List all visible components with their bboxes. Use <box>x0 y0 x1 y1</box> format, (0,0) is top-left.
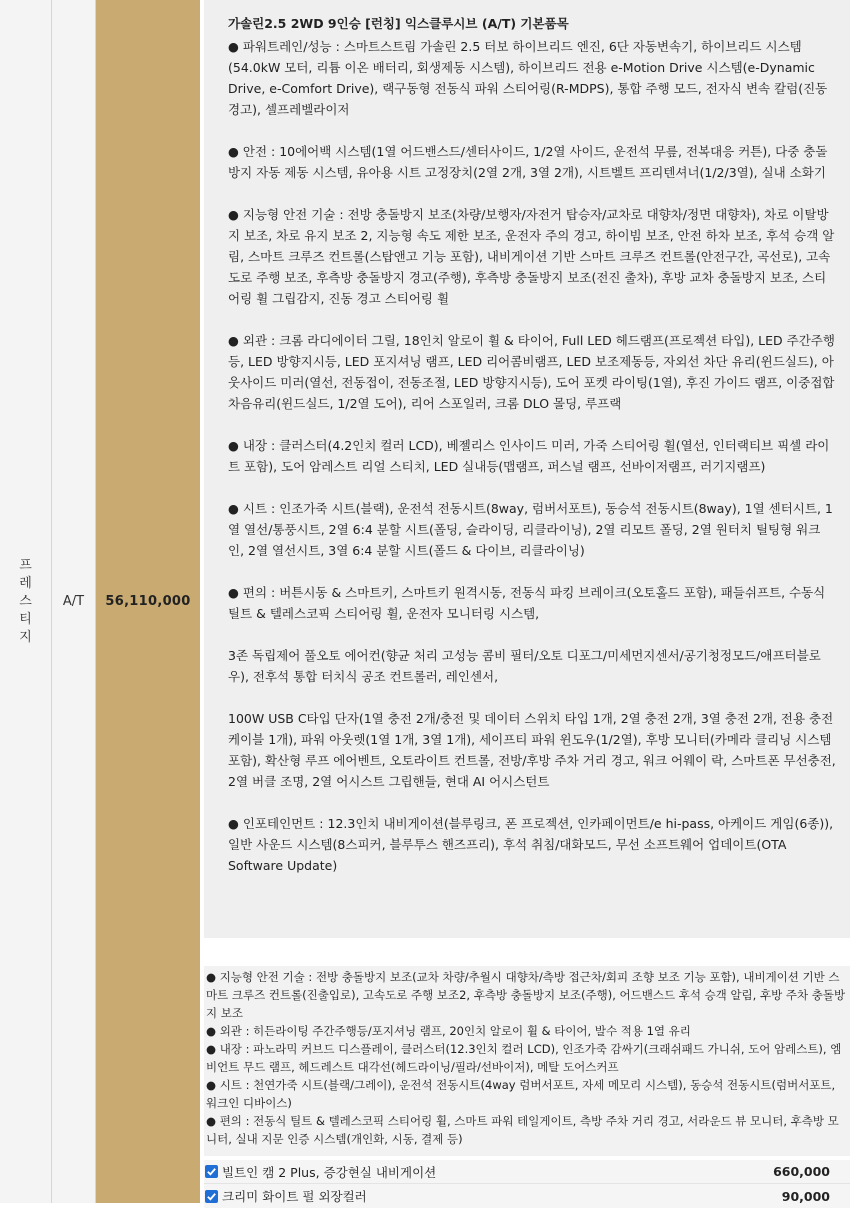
feature-paragraph-usb: 100W USB C타입 단자(1열 충전 2개/충전 및 데이터 스위치 타입 1개, 2열 충전 2개, 3열 충전 2개, 전용 충전 케이블 1개), 파워 아웃렛(1열 1개, 3열 1개), 세이프티 파워 윈도우(1/2열), 후방 모니터(카메라 클리닝 시스템 포함), 확산형 루프 에어벤트, 오토라이트 컨트롤, 전방/후방 주차 거리 경고, 워크 어웨이 락, 스마트폰 무선충전, 2열 버클 조명, 2열 어시스트 그립핸들, 현대 AI 어시스턴트 <box>228 711 836 789</box>
feature-paragraph-seats: ● 시트 : 인조가죽 시트(블랙), 운전석 전동시트(8way, 럼버서포트), 동승석 전동시트(8way), 1열 센터시트, 1열 열선/통풍시트, 2열 6:4 분할 시트(폴딩, 슬라이딩, 리클라이닝), 2열 리모트 폴딩, 2열 원터치 틸팅형 워크인, 2열 열선시트, 3열 6:4 분할 시트(폴드 & 다이브, 리클라이닝) <box>228 501 833 558</box>
trim-name: 프레스티지 <box>19 557 32 645</box>
feature-paragraph-powertrain: ● 파워트레인/성능 : 스마트스트림 가솔린 2.5 터보 하이브리드 엔진, 6단 자동변속기, 하이브리드 시스템(54.0kW 모터, 리튬 이온 배터리, 회생제동 시스템), 하이브리드 전용 e-Motion Drive 시스템(e-Dynamic Drive, e-Comfort Drive), 랙구동형 전동식 파워 스티어링(R-MDPS), 통합 주행 모드, 전자식 변속 칼럼(진동 경고), 셀프레벨라이저 <box>228 39 828 117</box>
option-choice-row[interactable] <box>204 1160 850 1184</box>
base-price: 56,110,000 <box>105 594 191 609</box>
checkmark-icon <box>206 1191 217 1202</box>
basic-features-title: 가솔린2.5 2WD 9인승 [런칭] 익스클루시브 (A/T) 기본품목 <box>228 16 569 31</box>
checkmark-icon <box>206 1166 217 1177</box>
feature-paragraph-safety: ● 안전 : 10에어백 시스템(1열 어드밴스드/센터사이드, 1/2열 사이드, 운전석 무릎, 전복대응 커튼), 다중 충돌방지 자동 제동 시스템, 유아용 시트 고정장치(2열 2개, 3열 2개), 시트벨트 프리텐셔너(1/2/3열), 실내 소화기 <box>228 144 828 180</box>
option-choice-label: 크리미 화이트 펄 외장컬러 <box>222 1189 367 1204</box>
feature-paragraph-climate: 3존 독립제어 풀오토 에어컨(향균 처리 고성능 콤비 필터/오토 디포그/미세먼지센서/공기청정모드/애프터블로우), 전후석 통합 터치식 공조 컨트롤러, 레인센서, <box>228 648 821 684</box>
feature-paragraph-adas: ● 지능형 안전 기술 : 전방 충돌방지 보조(차량/보행자/자전거 탑승자/교차로 대향차/정면 대향차), 차로 이탈방지 보조, 차로 유지 보조 2, 지능형 속도 제한 보조, 운전자 주의 경고, 하이빔 보조, 안전 하차 보조, 후석 승객 알림, 스마트 크루즈 컨트롤(스탑앤고 기능 포함), 내비게이션 기반 스마트 크루즈 컨트롤(안전구간, 곡선로), 고속도로 주행 보조, 후측방 충돌방지 경고(주행), 후측방 충돌방지 보조(전진 출차), 후방 교차 충돌방지 보조, 스티어링 휠 그립감지, 진동 경고 스티어링 휠 <box>228 207 835 306</box>
option-item-exterior: ● 외관 : 히든라이팅 주간주행등/포지셔닝 램프, 20인치 알로이 휠 & 타이어, 발수 적용 1열 유리 <box>206 1024 691 1038</box>
feature-paragraph-convenience: ● 편의 : 버튼시동 & 스마트키, 스마트키 원격시동, 전동식 파킹 브레이크(오토홀드 포함), 패들쉬프트, 수동식 틸트 & 텔레스코픽 스티어링 휠, 운전자 모니터링 시스템, <box>228 585 826 621</box>
option-checkbox[interactable] <box>205 1165 218 1178</box>
trim-cell <box>0 0 52 1203</box>
feature-paragraph-interior: ● 내장 : 클러스터(4.2인치 컬러 LCD), 베젤리스 인사이드 미러, 가죽 스티어링 휠(열선, 인터랙티브 픽셀 라이트 포함), 도어 암레스트 리얼 스티치, LED 실내등(맵램프, 퍼스널 램프, 선바이저램프, 러기지램프) <box>228 438 830 474</box>
option-choice-label: 빌트인 캠 2 Plus, 증강현실 내비게이션 <box>222 1164 437 1180</box>
basic-features-box <box>204 0 850 938</box>
option-item-adas: ● 지능형 안전 기술 : 전방 충돌방지 보조(교차 차량/추월시 대향차/측방 접근차/회피 조향 보조 기능 포함), 내비게이션 기반 스마트 크루즈 컨트롤(진출입로), 고속도로 주행 보조2, 후측방 충돌방지 보조(주행), 어드밴스드 후석 승객 알림, 후방 주차 충돌방지 보조 <box>206 970 846 1020</box>
transmission-value: A/T <box>62 594 85 609</box>
option-choice-price: 660,000 <box>773 1164 830 1179</box>
option-features-box <box>204 966 850 1156</box>
option-item-convenience: ● 편의 : 전동식 틸트 & 텔레스코픽 스티어링 휠, 스마트 파워 테일게이트, 측방 주차 거리 경고, 서라운드 뷰 모니터, 후측방 모니터, 실내 지문 인증 시스템(개인화, 시동, 결제 등) <box>206 1114 839 1146</box>
option-choice-row[interactable] <box>204 1184 850 1208</box>
detail-cell <box>204 0 850 1203</box>
option-choice-price: 90,000 <box>781 1188 830 1204</box>
transmission-cell <box>52 0 96 1203</box>
option-checkbox[interactable] <box>205 1190 218 1203</box>
feature-paragraph-infotainment: ● 인포테인먼트 : 12.3인치 내비게이션(블루링크, 폰 프로젝션, 인카페이먼트/e hi-pass, 아케이드 게임(6종)), 일반 사운드 시스템(8스피커, 블루투스 핸즈프리), 후석 취침/대화모드, 무선 소프트웨어 업데이트(OTA Software Update) <box>228 816 834 873</box>
feature-paragraph-exterior: ● 외관 : 크롬 라디에이터 그릴, 18인치 알로이 휠 & 타이어, Full LED 헤드램프(프로젝션 타입), LED 주간주행등, LED 방향지시등, LED 포지셔닝 램프, LED 리어콤비램프, LED 보조제동등, 자외선 차단 유리(윈드실드), 아웃사이드 미러(열선, 전동접이, 전동조절, LED 방향지시등), 도어 포켓 라이팅(1열), 후진 가이드 램프, 이중접합 차음유리(윈드실드, 1/2열 도어), 리어 스포일러, 크롬 DLO 몰딩, 루프랙 <box>228 333 835 411</box>
price-cell <box>96 0 200 1203</box>
option-item-seats: ● 시트 : 천연가죽 시트(블랙/그레이), 운전석 전동시트(4way 럼버서포트, 자세 메모리 시스템), 동승석 전동시트(럼버서포트, 워크인 디바이스) <box>206 1078 836 1110</box>
option-item-interior: ● 내장 : 파노라믹 커브드 디스플레이, 클러스터(12.3인치 컬러 LCD), 인조가죽 감싸기(크래쉬패드 가니쉬, 도어 암레스트), 엠비언트 무드 램프, 헤드레스트 대각선(헤드라이닝/필라/선바이저), 메탈 도어스커프 <box>206 1042 842 1074</box>
